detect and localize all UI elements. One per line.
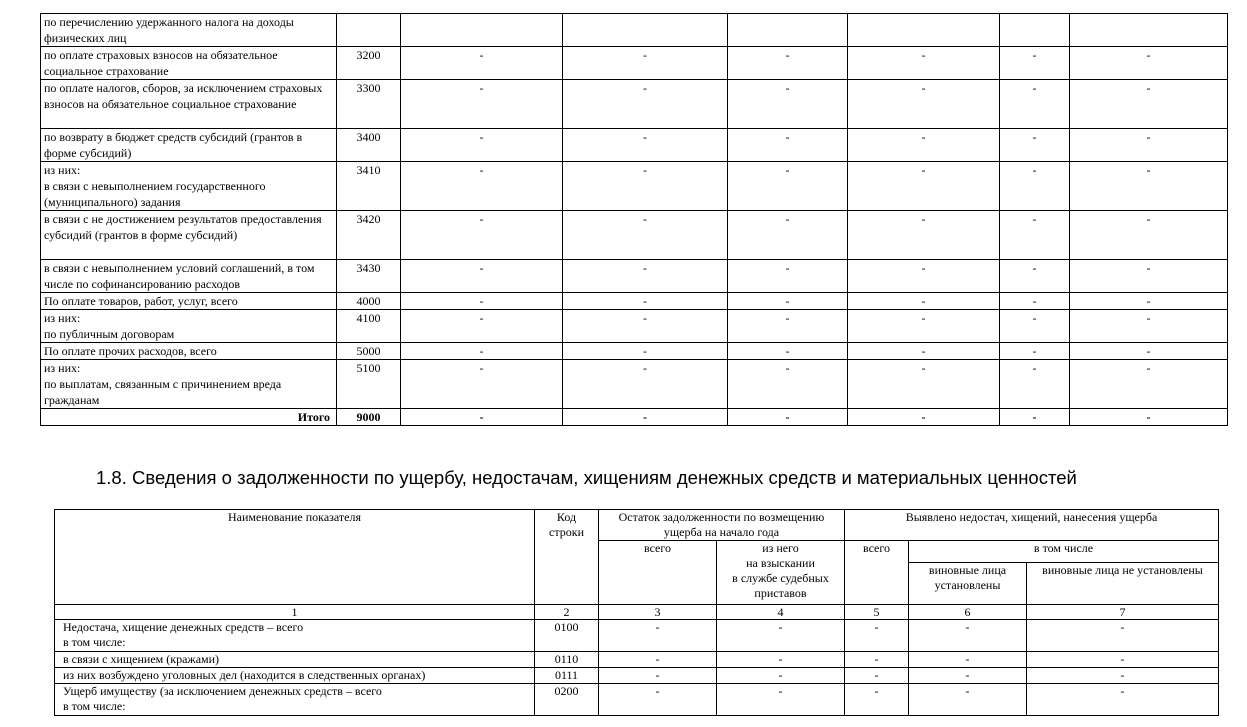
header-line-code: Код строки (535, 510, 599, 605)
row-name: в связи с не достижением результатов предоставления субсидий (грантов в форме субсидий) (41, 211, 337, 260)
table-row (55, 668, 1219, 684)
total-label: Итого (41, 409, 337, 426)
row-code: 3400 (337, 129, 401, 162)
row-value: - (717, 620, 845, 652)
total-value: - (848, 409, 1000, 426)
row-value: - (563, 360, 728, 409)
row-value: - (563, 260, 728, 293)
row-value (848, 14, 1000, 47)
row-value: - (401, 360, 563, 409)
damage-table (54, 509, 1219, 716)
row-value: - (1000, 162, 1070, 211)
row-value: - (848, 360, 1000, 409)
total-value: - (1000, 409, 1070, 426)
header-culprits-not-found: виновные лица не установлены (1027, 563, 1219, 605)
row-value: - (1000, 343, 1070, 360)
total-value: - (1070, 409, 1228, 426)
table-row (41, 162, 1228, 211)
header-remainder-bailiffs: из него на взыскании в службе судебных приставов (717, 541, 845, 605)
row-value: - (401, 343, 563, 360)
column-number: 6 (909, 605, 1027, 620)
row-value: - (717, 684, 845, 716)
table-row (41, 310, 1228, 343)
row-value (563, 14, 728, 47)
row-code: 5000 (337, 343, 401, 360)
row-value: - (1070, 80, 1228, 129)
row-value: - (1000, 260, 1070, 293)
header-indicator-name: Наименование показателя (55, 510, 535, 605)
row-code (337, 14, 401, 47)
table-row (41, 360, 1228, 409)
row-value: - (563, 47, 728, 80)
row-value: - (728, 80, 848, 129)
row-value: - (1027, 620, 1219, 652)
column-number: 3 (599, 605, 717, 620)
row-value: - (909, 652, 1027, 668)
row-code: 0100 (535, 620, 599, 652)
row-value: - (1070, 162, 1228, 211)
table-row (55, 684, 1219, 716)
row-value: - (848, 260, 1000, 293)
row-code: 0200 (535, 684, 599, 716)
header-culprits-found: виновные лица установлены (909, 563, 1027, 605)
row-value: - (728, 260, 848, 293)
row-value: - (728, 47, 848, 80)
row-value: - (845, 684, 909, 716)
table-row (55, 652, 1219, 668)
row-name: из них: в связи с невыполнением государственного (муниципального) задания (41, 162, 337, 211)
row-value: - (728, 310, 848, 343)
row-name: из них: по выплатам, связанным с причинением вреда гражданам (41, 360, 337, 409)
row-value: - (848, 343, 1000, 360)
row-value: - (401, 80, 563, 129)
table-row (41, 260, 1228, 293)
row-value: - (563, 211, 728, 260)
total-code: 9000 (337, 409, 401, 426)
row-value: - (1000, 47, 1070, 80)
row-name: из них возбуждено уголовных дел (находится в следственных органах) (55, 668, 535, 684)
row-value: - (1027, 684, 1219, 716)
row-value: - (1070, 360, 1228, 409)
row-value: - (1000, 310, 1070, 343)
row-code: 3430 (337, 260, 401, 293)
total-value: - (563, 409, 728, 426)
row-value: - (1027, 668, 1219, 684)
row-value: - (599, 620, 717, 652)
row-value: - (1070, 343, 1228, 360)
row-value: - (1070, 293, 1228, 310)
row-code: 0111 (535, 668, 599, 684)
row-value: - (728, 360, 848, 409)
row-value: - (728, 343, 848, 360)
row-code: 3420 (337, 211, 401, 260)
row-code: 4100 (337, 310, 401, 343)
row-value: - (845, 620, 909, 652)
row-name: из них: по публичным договорам (41, 310, 337, 343)
row-value: - (845, 652, 909, 668)
total-value: - (728, 409, 848, 426)
header-remainder: Остаток задолженности по возмещению ущерба на начало года (599, 510, 845, 541)
row-value: - (1070, 211, 1228, 260)
row-value: - (848, 80, 1000, 129)
row-value: - (848, 293, 1000, 310)
row-value: - (728, 162, 848, 211)
row-value: - (848, 310, 1000, 343)
row-name: в связи с невыполнением условий соглашений, в том числе по софинансированию расходов (41, 260, 337, 293)
row-name: по оплате страховых взносов на обязательное социальное страхование (41, 47, 337, 80)
table-row (41, 211, 1228, 260)
table-row (41, 14, 1228, 47)
header-detected: Выявлено недостач, хищений, нанесения ущерба (845, 510, 1219, 541)
row-code: 4000 (337, 293, 401, 310)
row-value: - (1027, 652, 1219, 668)
table-row (41, 80, 1228, 129)
row-value: - (401, 260, 563, 293)
row-value: - (563, 129, 728, 162)
row-value: - (1000, 80, 1070, 129)
row-value: - (845, 668, 909, 684)
row-value (401, 14, 563, 47)
row-value: - (1000, 129, 1070, 162)
row-value: - (563, 310, 728, 343)
row-value: - (563, 162, 728, 211)
column-number: 7 (1027, 605, 1219, 620)
column-number: 2 (535, 605, 599, 620)
row-name: По оплате товаров, работ, услуг, всего (41, 293, 337, 310)
row-code: 5100 (337, 360, 401, 409)
row-value: - (1000, 293, 1070, 310)
row-value: - (1000, 211, 1070, 260)
header-remainder-total: всего (599, 541, 717, 605)
row-value: - (401, 310, 563, 343)
table-row (55, 620, 1219, 652)
row-value: - (563, 343, 728, 360)
row-value: - (599, 668, 717, 684)
row-name: Недостача, хищение денежных средств – всего в том числе: (55, 620, 535, 652)
row-value: - (599, 684, 717, 716)
row-value: - (1070, 310, 1228, 343)
row-value: - (563, 293, 728, 310)
total-row (41, 409, 1228, 426)
row-value: - (848, 129, 1000, 162)
row-name: по возврату в бюджет средств субсидий (грантов в форме субсидий) (41, 129, 337, 162)
row-value: - (717, 668, 845, 684)
row-value: - (1070, 129, 1228, 162)
row-value: - (848, 211, 1000, 260)
row-code: 0110 (535, 652, 599, 668)
row-value: - (401, 47, 563, 80)
row-value: - (909, 668, 1027, 684)
row-code: 3200 (337, 47, 401, 80)
row-value: - (1070, 47, 1228, 80)
row-value: - (909, 684, 1027, 716)
row-value: - (401, 129, 563, 162)
section-title: 1.8. Сведения о задолженности по ущербу, недостачам, хищениям денежных средств и материальных ценностей (96, 467, 1077, 488)
row-value (1000, 14, 1070, 47)
row-value: - (717, 652, 845, 668)
row-value: - (909, 620, 1027, 652)
row-value: - (848, 162, 1000, 211)
row-value: - (1070, 260, 1228, 293)
row-value: - (728, 129, 848, 162)
header-including: в том числе (909, 541, 1219, 563)
total-value: - (401, 409, 563, 426)
table-row (41, 47, 1228, 80)
row-name: в связи с хищением (кражами) (55, 652, 535, 668)
row-value: - (728, 293, 848, 310)
row-name: по перечислению удержанного налога на доходы физических лиц (41, 14, 337, 47)
row-value: - (401, 211, 563, 260)
row-value: - (401, 293, 563, 310)
liabilities-table (40, 13, 1228, 426)
row-value (728, 14, 848, 47)
row-value: - (848, 47, 1000, 80)
column-number: 1 (55, 605, 535, 620)
row-value: - (728, 211, 848, 260)
row-value: - (401, 162, 563, 211)
header-detected-total: всего (845, 541, 909, 605)
row-value: - (563, 80, 728, 129)
row-name: Ущерб имуществу (за исключением денежных средств – всего в том числе: (55, 684, 535, 716)
row-name: по оплате налогов, сборов, за исключением страховых взносов на обязательное социальное страхование (41, 80, 337, 129)
table-row (41, 343, 1228, 360)
column-number: 4 (717, 605, 845, 620)
row-code: 3300 (337, 80, 401, 129)
row-value (1070, 14, 1228, 47)
column-number: 5 (845, 605, 909, 620)
row-value: - (599, 652, 717, 668)
row-value: - (1000, 360, 1070, 409)
table-row (41, 129, 1228, 162)
table-row (41, 293, 1228, 310)
row-name: По оплате прочих расходов, всего (41, 343, 337, 360)
row-code: 3410 (337, 162, 401, 211)
column-numbers-row (55, 605, 1219, 620)
